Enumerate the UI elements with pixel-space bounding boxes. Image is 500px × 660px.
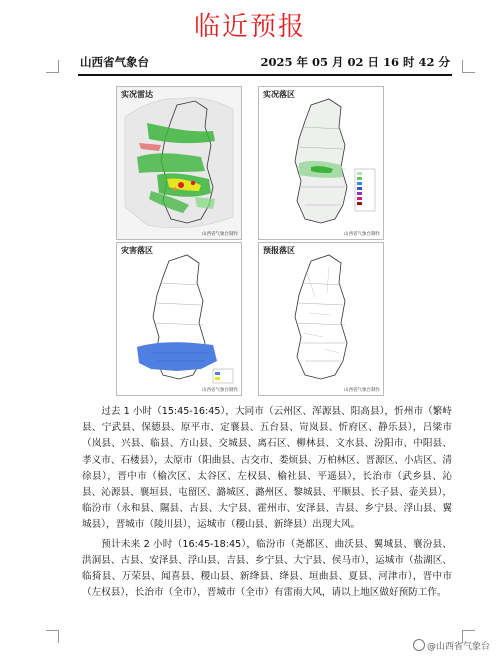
crop-mark-top-left [46, 60, 59, 73]
hazard-map-graphic [117, 243, 241, 395]
forecast-paragraph: 预计未来 2 小时（16:45-18:45），临汾市（尧都区、曲沃县、翼城县、襄汾县、洪洞县、古县、安泽县、浮山县、吉县、乡宁县、大宁县、侯马市），运城市（盐湖区、临猗县、万荣县、闻喜县、稷山县、新绛县、绛县、垣曲县、夏县、河津市），晋中市（左权县），长治市（全市），晋城市（全市）有雷雨大风，请以上地区做好预防工作。 [82, 538, 452, 599]
weibo-icon [413, 639, 425, 651]
map-forecast [258, 242, 384, 396]
document-header [80, 54, 450, 74]
watermark-text: @山西省气象台 [426, 642, 490, 652]
watermark [413, 639, 490, 652]
forecast-map-graphic [259, 243, 383, 395]
map-observed [258, 86, 384, 240]
map-label: 灾害落区 [121, 246, 153, 255]
map-label: 实况雷达 [121, 90, 153, 99]
forecast-body [82, 404, 452, 604]
map-radar [116, 86, 242, 240]
radar-map-graphic [117, 87, 241, 239]
map-footer: 山西省气象台制作 [202, 232, 238, 237]
document-title: 临近预报 [193, 12, 306, 42]
issue-time: 2025 年 05 月 02 日 16 时 42 分 [260, 55, 450, 69]
map-footer: 山西省气象台制作 [202, 388, 238, 393]
map-footer: 山西省气象台制作 [344, 388, 380, 393]
agency-name: 山西省气象台 [80, 55, 149, 69]
map-label: 实况落区 [263, 90, 295, 99]
map-footer: 山西省气象台制作 [344, 232, 380, 237]
crop-mark-top-right [462, 60, 475, 73]
header-rule [78, 74, 452, 76]
map-label: 预报落区 [263, 246, 295, 255]
observed-map-graphic [259, 87, 383, 239]
observation-paragraph: 过去 1 小时（15:45-16:45），大同市（云州区、浑源县、阳高县），忻州市（繁峙县、宁武县、保德县、原平市、定襄县、五台县、岢岚县、忻府区、静乐县），吕梁市（岚县、兴县、临县、方山县、交城县、离石区、柳林县、文水县、汾阳市、中阳县、孝义市、石楼县），太原市（阳曲县、古交市、娄烦县、万柏林区、晋源区、小店区、清徐县），晋中市（榆次区、太谷区、左权县、榆社县、平遥县），长治市（武乡县、沁县、沁源县、襄垣县、屯留区、潞城区、潞州区、黎城县、平顺县、长子县、壶关县），临汾市（永和县、隰县、古县、大宁县、霍州市、安泽县、吉县、乡宁县、浮山县、翼城县），晋城市（陵川县），运城市（稷山县、新绛县）出现大风。 [82, 406, 452, 531]
crop-mark-bottom-left [46, 630, 59, 643]
map-hazard [116, 242, 242, 396]
